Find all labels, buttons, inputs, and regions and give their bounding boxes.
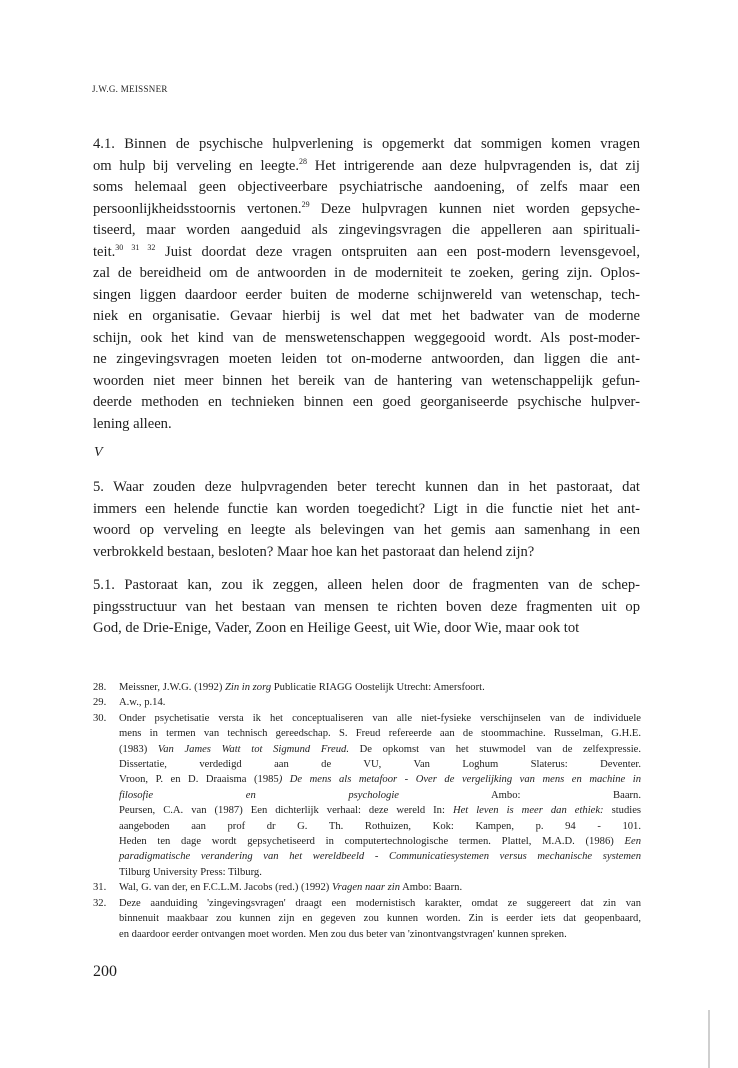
citation-title: paradigmatische verandering van het wereldbeeld - Communicatiesystemen versus mechanische systemen [119,851,641,863]
line-text: om hulp bij verveling en leegte. [93,157,300,174]
text-line [93,242,640,264]
paragraph-4-1 [93,134,640,435]
text-line [93,156,640,178]
line-text: Deze hulpvragen kunnen niet worden gepsyche- [309,200,640,217]
footnote-segment: Vroon, P. en D. Draaisma (1985 [119,774,279,786]
citation-title: Vragen naar zin [331,882,401,894]
footnote-segment: Tilburg University Press: Tilburg. [119,866,262,878]
footnote-line [119,865,641,880]
text-line: ne zingevingsvragen moeten leiden tot on-moderne antwoorden, dan liggen die ant- [93,351,640,367]
footnote-line [119,803,641,818]
text-line: singen liggen daardoor eerder buiten de moderne schijnwereld van wetenschap, tech- [93,286,640,303]
citation-title: ) De mens als metafoor - Over de vergelijking van mens en machine in [278,774,641,786]
footnote-line [119,788,641,803]
citation-title: Een [624,836,641,848]
footnote-segment: aangeboden aan prof dr G. Th. Rothuizen, Kok: Kampen, p. 94 - 101. [119,820,641,832]
footnote-text [119,896,641,942]
footnote-line [119,757,641,772]
footnote-segment: Peursen, C.A. van (1987) Een dichterlijk verhaal: deze wereld In: [119,805,453,817]
section-heading-v: V [94,445,103,460]
text-line: woord op verveling en leegte als belevingen van het gemis aan samenhang in een [93,522,640,538]
footnote [93,680,641,695]
text-line: 4.1. Binnen de psychische hulpverlening is opgemerkt dat sommigen komen vragen [93,136,640,152]
paragraph-5-1 [93,575,640,640]
footnote [93,711,641,880]
text-line: soms helemaal geen objectiveerbare psychiatrische aandoening, of zelfs maar een [93,179,640,195]
text-line [93,199,640,221]
line-text: persoonlijkheidsstoornis vertonen. [93,200,302,217]
footnote-segment: mens in termen van technisch gereedschap. S. Freud refereerde aan de stoommachine. Russelman, G.H.E. [119,728,641,740]
text-line: pingsstructuur van het bestaan van mensen te richten boven deze fragmenten uit op [93,598,640,615]
footnote-segment: Ambo: Baarn. [398,789,641,801]
footnote-line [119,726,641,741]
footnote-text [119,711,641,880]
footnote-segment: De opkomst van het stuwmodel van de zelfexpressie. [348,743,641,755]
text-line: zal de bereidheid om de antwoorden in de moderniteit te zoeken, gering zijn. Oplos- [93,265,640,281]
footnote-segment: Meissner, J.W.G. (1992) [119,682,225,693]
footnote-line [119,896,641,911]
footnote-line [119,927,641,942]
footnote-segment: Wal, G. van der, en F.C.L.M. Jacobs (red.) (1992) [119,882,332,894]
footnote-segment: Deze aanduiding 'zingevingsvragen' draagt een modernistisch karakter, omdat ze suggereert dat zin van [119,897,641,909]
footnote-line [119,911,641,926]
footnote [93,896,641,942]
footnote-segment: Publicatie RIAGG Oostelijk Utrecht: Amersfoort. [271,682,485,693]
scan-edge-mark [708,1010,710,1068]
footnote-segment: Onder psychetisatie versta ik het conceptualiseren van alle niet-fysieke verschijnselen van de individuele [119,712,641,724]
text-line: niek en organisatie. Gevaar hierbij is wel dat met het badwater van de moderne [93,308,640,324]
footnote-text [119,880,641,895]
footnote-segment: binnenuit maakbaar zou kunnen zijn en gegeven zou kunnen worden. Zin is eerder iets dat geopenbaard, [119,913,641,925]
text-line: deerde methoden en technieken binnen een goed georganiseerde psychische hulpver- [93,394,640,410]
footnote-segment: Ambo: Baarn. [400,882,463,894]
footnote-line [119,834,641,849]
footnote-line [119,680,641,695]
text-line: God, de Drie-Enige, Vader, Zoon en Heilige Geest, uit Wie, door Wie, maar ook tot [93,620,580,636]
text-line: immers een helende functie kan worden toegedicht? Ligt in die functie niet het ant- [93,500,640,517]
footnote-line [119,819,641,834]
paragraph-5 [93,477,640,563]
citation-title: Het leven is meer dan ethiek: [452,805,604,817]
footnote-segment: Heden ten dage wordt gepsychetiseerd in computertechnologische termen. Plattel, M.A.D. (1986) [119,836,625,848]
footnote-line [119,849,641,864]
footnote-text [119,680,641,695]
footnote [93,695,641,710]
footnotes [93,680,641,942]
footnote-segment: Dissertatie, verdedigd aan de VU, Van Loghum Slaterus: Deventer. [119,759,641,771]
citation-title: Zin in zorg [225,682,272,693]
line-text: Het intrigerende aan deze hulpvragenden is, dat zij [307,157,640,174]
text-line: tiseerd, maar worden aangeduid als zingevingsvragen die appelleren aan spirituali- [93,222,640,238]
footnote-segment: (1983) [119,743,158,755]
line-text: teit. [93,243,116,260]
footnote-segment: A.w., p.14. [119,697,166,709]
footnote-segment: studies [603,805,642,817]
citation-title: filosofie en psychologie [119,789,399,801]
text-line: verbrokkeld bestaan, besloten? Maar hoe kan het pastoraat dan helend zijn? [93,543,535,560]
footnote [93,880,641,895]
footnote-line [119,711,641,726]
footnote-segment: en daardoor eerder ontvangen moet worden. Men zou dus beter van 'zinontvangstvragen' kunnen spreken. [119,928,567,940]
footnote-number: 32. [93,897,107,909]
footnote-line [119,742,641,757]
text-line: 5. Waar zouden deze hulpvragenden beter terecht kunnen dan in het pastoraat, dat [93,479,640,495]
running-head: J.W.G. MEISSNER [92,84,168,94]
footnote-number: 28. [93,682,107,693]
text-line: 5.1. Pastoraat kan, zou ik zeggen, alleen helen door de fragmenten van de schep- [93,577,640,593]
footnote-number: 31. [93,882,107,894]
page-number: 200 [93,963,117,980]
text-line: woorden niet meer binnen het bereik van de hantering van wetenschappelijk gefun- [93,372,640,389]
footnote-line [119,880,641,895]
line-text: Juist doordat deze vragen ontspruiten aan een post-modern levensgevoel, [155,243,640,260]
text-line: lening alleen. [93,415,172,432]
footnote-ref: 29 [301,199,310,209]
citation-title: Van James Watt tot Sigmund Freud. [157,743,349,755]
text-line: schijn, ook het kind van de menswetenschappen weggegooid wordt. Als post-moder- [93,329,640,346]
footnote-text [119,695,641,710]
footnote-number: 29. [93,697,107,709]
footnote-line [119,772,641,787]
footnote-number: 30. [93,712,107,724]
footnote-ref: 28 [299,156,308,166]
footnote-line [119,695,641,710]
footnote-ref: 30 31 32 [115,242,156,252]
